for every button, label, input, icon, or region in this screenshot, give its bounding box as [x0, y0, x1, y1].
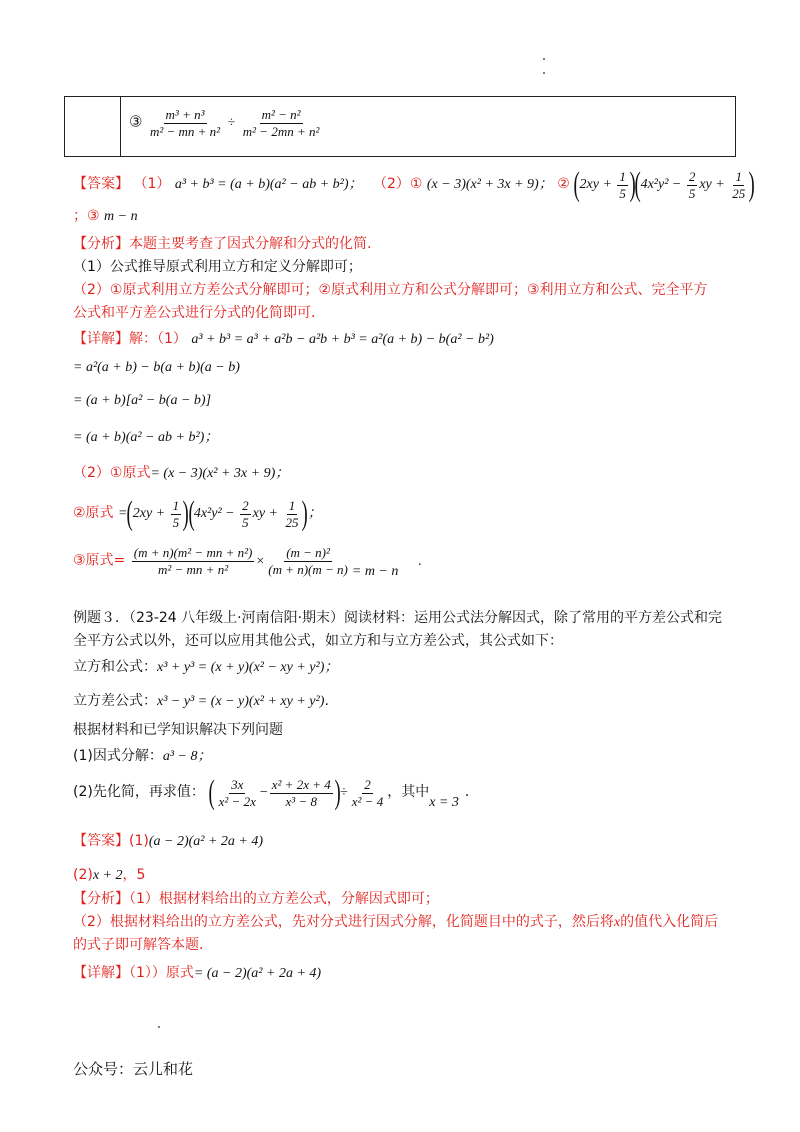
answer1-line2 — [73, 205, 138, 225]
example3-q1: (1)因式分解：a³ − 8； — [73, 748, 212, 764]
circled-three: ③ — [129, 114, 143, 131]
analysis1-line4: 公式和平方差公式进行分式的化简即可． — [73, 305, 325, 321]
answer1-line1 — [73, 168, 755, 202]
detail-tag: 【详解】 — [73, 331, 129, 347]
cube-diff-formula: 立方差公式：x³ − y³ = (x − y)(x² + xy + y²)． — [73, 693, 339, 709]
answer1-part1-label: （1） — [133, 176, 171, 193]
detail1-step2: = a²(a + b) − b(a + b)(a − b) — [73, 360, 240, 375]
analysis1-line1: 【分析】本题主要考查了因式分解和分式的化简. — [73, 236, 372, 252]
analysis3-line3: 的式子即可解答本题． — [73, 937, 213, 953]
corner-dot-2 — [543, 72, 545, 74]
divide-sign: ÷ — [227, 115, 236, 131]
table-expression — [129, 107, 323, 140]
answer1-part3-math: m − n — [104, 209, 138, 224]
answer1-part2-math: (x − 3)(x² + 3x + 9)； — [426, 177, 553, 193]
table-fraction-2: $\frac{\text{m² − n²}}{\text{m² − 2mn + n²}}$ — [242, 107, 320, 139]
stray-dot — [158, 1026, 160, 1028]
answer-tag: 【答案】 — [73, 176, 129, 193]
example3-task: 根据材料和已学知识解决下列问题 — [73, 722, 283, 738]
answer1-part2-label: （2）① — [372, 176, 423, 193]
answer3-line2: (2)x + 2，5 — [73, 867, 146, 883]
analysis3-line2: （2）根据材料给出的立方差公式，先对分式进行因式分解，化简题目中的式子，然后将x的值代入化简后 — [73, 914, 719, 930]
example3-line1: 例题３．（23-24 八年级上·河南信阳·期末）阅读材料：运用公式法分解因式，除了常用的平方差公式和完 — [73, 610, 723, 626]
detail1-part2-1: （2）①原式= (x − 3)(x² + 3x + 9)； — [73, 465, 290, 481]
detail1-part3: ③原式= $\frac{\text{(m + n)(m² − mn + n²)}}{\text{m² − mn + n²}}$ × $\frac{\text{(m − n)²}}{(m + n)(m - n)}$ = m − n. — [73, 545, 422, 579]
analysis1-line2: （1）公式推导原式利用立方和定义分解即可； — [73, 259, 362, 275]
answer1-part2b-math: (2xy + $\frac{1}{5}$ )(4x²y² − $\frac{2}{5}$ xy + $\frac{1}{25}$ ) — [573, 166, 755, 203]
cube-sum-formula: 立方和公式：x³ + y³ = (x + y)(x² − xy + y²)； — [73, 659, 339, 675]
corner-dot-1 — [543, 58, 545, 60]
table-fraction-1: $\frac{\text{m³ + n³}}{\text{m² − mn + n²}}$ — [149, 107, 221, 139]
detail1-line1: 【详解】解：（1） a³ + b³ = a³ + a²b − a²b + b³ = a²(a + b) − b(a² − b²) — [73, 331, 494, 347]
analysis3-line1: 【分析】（1）根据材料给出的立方差公式，分解因式即可； — [73, 891, 439, 907]
answer1-part2b-label: ② — [557, 176, 570, 193]
example3-line2: 全平方公式以外，还可以应用其他公式，如立方和与立方差公式，其公式如下： — [73, 633, 563, 649]
answer3-line1: 【答案】(1)(a − 2)(a² + 2a + 4) — [73, 833, 264, 849]
answer1-part1-math: a³ + b³ = (a + b)(a² − ab + b²)； — [174, 177, 363, 193]
detail1-step3: = (a + b)[a² − b(a − b)] — [73, 393, 212, 408]
detail1-part2-2: ②原式 =(2xy + $\frac{1}{5}$ )(4x²y² − $\frac{2}{5}$ xy + $\frac{1}{25}$ )； — [73, 495, 322, 532]
example3-q2: (2)先化简，再求值： ( $\frac{3x}{\text{x² − 2x}}$ − $\frac{\text{x² + 2x + 4}}{\text{x³ − 8}}$ )÷ $\frac{2}{\text{x² − 4}}$ ，其中x = 3． — [73, 774, 479, 811]
footer-wechat: 公众号：云儿和花 — [73, 1060, 194, 1078]
analysis-tag: 【分析】 — [73, 236, 129, 252]
analysis1-line3: （2）①原式利用立方差公式分解即可；②原式利用立方和公式分解即可；③利用立方和公式、完全平方 — [73, 282, 708, 298]
answer1-part3-label: ；③ — [73, 208, 100, 224]
table-divider — [120, 97, 121, 156]
problem-table — [64, 96, 736, 157]
detail3-line1: 【详解】（1））原式= (a − 2)(a² + 2a + 4) — [73, 965, 322, 981]
detail1-step4: = (a + b)(a² − ab + b²)； — [73, 430, 219, 445]
